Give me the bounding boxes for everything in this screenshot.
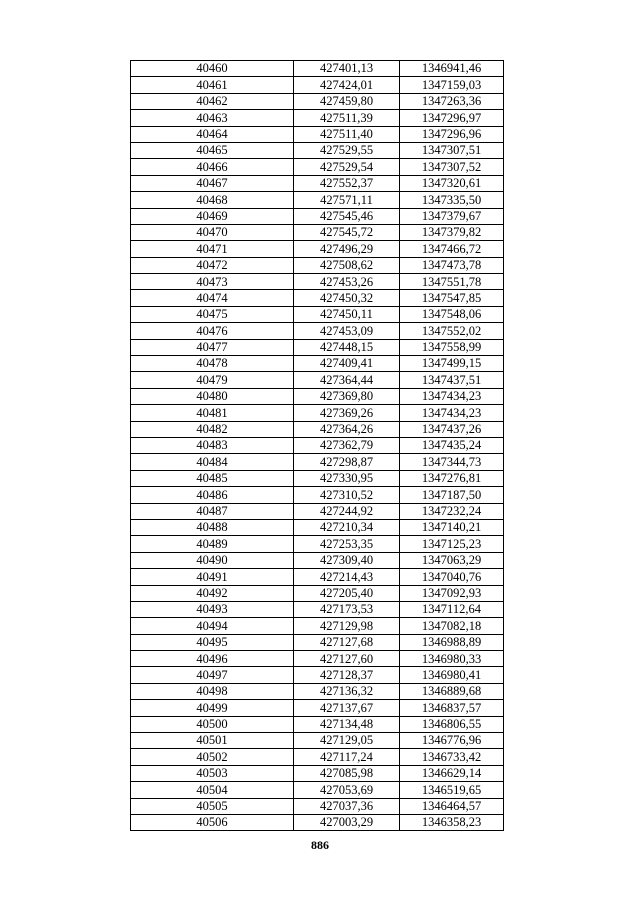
y-coordinate-cell: 1347344,73 bbox=[400, 454, 504, 470]
point-number-cell: 40475 bbox=[131, 306, 294, 322]
point-number-cell: 40466 bbox=[131, 159, 294, 175]
point-number-cell: 40468 bbox=[131, 192, 294, 208]
point-number-cell: 40462 bbox=[131, 93, 294, 109]
point-number-cell: 40491 bbox=[131, 569, 294, 585]
x-coordinate-cell: 427529,55 bbox=[294, 142, 400, 158]
x-coordinate-cell: 427134,48 bbox=[294, 716, 400, 732]
point-number-cell: 40465 bbox=[131, 142, 294, 158]
table-row bbox=[131, 175, 504, 191]
table-row bbox=[131, 110, 504, 126]
x-coordinate-cell: 427552,37 bbox=[294, 175, 400, 191]
point-number-cell: 40469 bbox=[131, 208, 294, 224]
y-coordinate-cell: 1347551,78 bbox=[400, 274, 504, 290]
x-coordinate-cell: 427364,26 bbox=[294, 421, 400, 437]
x-coordinate-cell: 427129,05 bbox=[294, 733, 400, 749]
point-number-cell: 40503 bbox=[131, 765, 294, 781]
point-number-cell: 40472 bbox=[131, 257, 294, 273]
table-row bbox=[131, 61, 504, 77]
table-row bbox=[131, 782, 504, 798]
x-coordinate-cell: 427545,72 bbox=[294, 224, 400, 240]
point-number-cell: 40501 bbox=[131, 733, 294, 749]
y-coordinate-cell: 1346806,55 bbox=[400, 716, 504, 732]
x-coordinate-cell: 427496,29 bbox=[294, 241, 400, 257]
point-number-cell: 40487 bbox=[131, 503, 294, 519]
y-coordinate-cell: 1347112,64 bbox=[400, 601, 504, 617]
x-coordinate-cell: 427310,52 bbox=[294, 487, 400, 503]
x-coordinate-cell: 427128,37 bbox=[294, 667, 400, 683]
y-coordinate-cell: 1347552,02 bbox=[400, 323, 504, 339]
table-row bbox=[131, 634, 504, 650]
table-row bbox=[131, 667, 504, 683]
table-row bbox=[131, 437, 504, 453]
x-coordinate-cell: 427448,15 bbox=[294, 339, 400, 355]
table-row bbox=[131, 306, 504, 322]
table-row bbox=[131, 142, 504, 158]
table-row bbox=[131, 585, 504, 601]
y-coordinate-cell: 1347140,21 bbox=[400, 519, 504, 535]
y-coordinate-cell: 1347263,36 bbox=[400, 93, 504, 109]
y-coordinate-cell: 1347063,29 bbox=[400, 552, 504, 568]
table-row bbox=[131, 716, 504, 732]
x-coordinate-cell: 427364,44 bbox=[294, 372, 400, 388]
y-coordinate-cell: 1347558,99 bbox=[400, 339, 504, 355]
table-row bbox=[131, 159, 504, 175]
table-row bbox=[131, 126, 504, 142]
x-coordinate-cell: 427117,24 bbox=[294, 749, 400, 765]
point-number-cell: 40482 bbox=[131, 421, 294, 437]
table-row bbox=[131, 93, 504, 109]
table-row bbox=[131, 224, 504, 240]
table-row bbox=[131, 208, 504, 224]
point-number-cell: 40471 bbox=[131, 241, 294, 257]
y-coordinate-cell: 1347092,93 bbox=[400, 585, 504, 601]
table-row bbox=[131, 192, 504, 208]
table-row bbox=[131, 274, 504, 290]
table-row bbox=[131, 323, 504, 339]
coordinates-table-body bbox=[131, 61, 504, 831]
point-number-cell: 40492 bbox=[131, 585, 294, 601]
y-coordinate-cell: 1346358,23 bbox=[400, 814, 504, 830]
point-number-cell: 40464 bbox=[131, 126, 294, 142]
x-coordinate-cell: 427037,36 bbox=[294, 798, 400, 814]
y-coordinate-cell: 1347437,26 bbox=[400, 421, 504, 437]
y-coordinate-cell: 1346776,96 bbox=[400, 733, 504, 749]
x-coordinate-cell: 427453,26 bbox=[294, 274, 400, 290]
x-coordinate-cell: 427173,53 bbox=[294, 601, 400, 617]
y-coordinate-cell: 1347434,23 bbox=[400, 405, 504, 421]
point-number-cell: 40493 bbox=[131, 601, 294, 617]
x-coordinate-cell: 427409,41 bbox=[294, 356, 400, 372]
x-coordinate-cell: 427253,35 bbox=[294, 536, 400, 552]
point-number-cell: 40495 bbox=[131, 634, 294, 650]
y-coordinate-cell: 1347082,18 bbox=[400, 618, 504, 634]
point-number-cell: 40506 bbox=[131, 814, 294, 830]
y-coordinate-cell: 1346464,57 bbox=[400, 798, 504, 814]
table-row bbox=[131, 749, 504, 765]
y-coordinate-cell: 1346889,68 bbox=[400, 683, 504, 699]
y-coordinate-cell: 1347499,15 bbox=[400, 356, 504, 372]
table-row bbox=[131, 372, 504, 388]
y-coordinate-cell: 1347307,51 bbox=[400, 142, 504, 158]
table-row bbox=[131, 700, 504, 716]
y-coordinate-cell: 1347296,97 bbox=[400, 110, 504, 126]
table-row bbox=[131, 405, 504, 421]
x-coordinate-cell: 427424,01 bbox=[294, 77, 400, 93]
x-coordinate-cell: 427210,34 bbox=[294, 519, 400, 535]
table-row bbox=[131, 421, 504, 437]
point-number-cell: 40470 bbox=[131, 224, 294, 240]
point-number-cell: 40481 bbox=[131, 405, 294, 421]
table-row bbox=[131, 618, 504, 634]
table-row bbox=[131, 257, 504, 273]
y-coordinate-cell: 1346988,89 bbox=[400, 634, 504, 650]
table-row bbox=[131, 290, 504, 306]
y-coordinate-cell: 1347437,51 bbox=[400, 372, 504, 388]
y-coordinate-cell: 1347434,23 bbox=[400, 388, 504, 404]
point-number-cell: 40479 bbox=[131, 372, 294, 388]
x-coordinate-cell: 427129,98 bbox=[294, 618, 400, 634]
x-coordinate-cell: 427362,79 bbox=[294, 437, 400, 453]
y-coordinate-cell: 1347466,72 bbox=[400, 241, 504, 257]
y-coordinate-cell: 1346941,46 bbox=[400, 61, 504, 77]
y-coordinate-cell: 1347125,23 bbox=[400, 536, 504, 552]
point-number-cell: 40494 bbox=[131, 618, 294, 634]
point-number-cell: 40496 bbox=[131, 651, 294, 667]
y-coordinate-cell: 1347335,50 bbox=[400, 192, 504, 208]
table-row bbox=[131, 552, 504, 568]
x-coordinate-cell: 427127,68 bbox=[294, 634, 400, 650]
x-coordinate-cell: 427330,95 bbox=[294, 470, 400, 486]
point-number-cell: 40484 bbox=[131, 454, 294, 470]
point-number-cell: 40498 bbox=[131, 683, 294, 699]
table-row bbox=[131, 601, 504, 617]
x-coordinate-cell: 427571,11 bbox=[294, 192, 400, 208]
y-coordinate-cell: 1347232,24 bbox=[400, 503, 504, 519]
x-coordinate-cell: 427137,67 bbox=[294, 700, 400, 716]
y-coordinate-cell: 1347040,76 bbox=[400, 569, 504, 585]
y-coordinate-cell: 1346980,41 bbox=[400, 667, 504, 683]
point-number-cell: 40467 bbox=[131, 175, 294, 191]
y-coordinate-cell: 1347547,85 bbox=[400, 290, 504, 306]
y-coordinate-cell: 1347187,50 bbox=[400, 487, 504, 503]
table-row bbox=[131, 651, 504, 667]
x-coordinate-cell: 427053,69 bbox=[294, 782, 400, 798]
x-coordinate-cell: 427309,40 bbox=[294, 552, 400, 568]
table-row bbox=[131, 339, 504, 355]
x-coordinate-cell: 427511,39 bbox=[294, 110, 400, 126]
y-coordinate-cell: 1347473,78 bbox=[400, 257, 504, 273]
y-coordinate-cell: 1347159,03 bbox=[400, 77, 504, 93]
x-coordinate-cell: 427450,11 bbox=[294, 306, 400, 322]
x-coordinate-cell: 427511,40 bbox=[294, 126, 400, 142]
point-number-cell: 40505 bbox=[131, 798, 294, 814]
table-row bbox=[131, 814, 504, 830]
x-coordinate-cell: 427298,87 bbox=[294, 454, 400, 470]
x-coordinate-cell: 427214,43 bbox=[294, 569, 400, 585]
coordinates-table bbox=[130, 60, 504, 831]
table-row bbox=[131, 798, 504, 814]
x-coordinate-cell: 427459,80 bbox=[294, 93, 400, 109]
table-row bbox=[131, 733, 504, 749]
x-coordinate-cell: 427003,29 bbox=[294, 814, 400, 830]
x-coordinate-cell: 427453,09 bbox=[294, 323, 400, 339]
y-coordinate-cell: 1346629,14 bbox=[400, 765, 504, 781]
point-number-cell: 40502 bbox=[131, 749, 294, 765]
y-coordinate-cell: 1347296,96 bbox=[400, 126, 504, 142]
y-coordinate-cell: 1347548,06 bbox=[400, 306, 504, 322]
table-row bbox=[131, 388, 504, 404]
y-coordinate-cell: 1347435,24 bbox=[400, 437, 504, 453]
table-row bbox=[131, 487, 504, 503]
table-row bbox=[131, 683, 504, 699]
x-coordinate-cell: 427127,60 bbox=[294, 651, 400, 667]
x-coordinate-cell: 427085,98 bbox=[294, 765, 400, 781]
x-coordinate-cell: 427244,92 bbox=[294, 503, 400, 519]
point-number-cell: 40499 bbox=[131, 700, 294, 716]
point-number-cell: 40477 bbox=[131, 339, 294, 355]
y-coordinate-cell: 1347307,52 bbox=[400, 159, 504, 175]
point-number-cell: 40483 bbox=[131, 437, 294, 453]
point-number-cell: 40485 bbox=[131, 470, 294, 486]
x-coordinate-cell: 427205,40 bbox=[294, 585, 400, 601]
point-number-cell: 40473 bbox=[131, 274, 294, 290]
y-coordinate-cell: 1347276,81 bbox=[400, 470, 504, 486]
point-number-cell: 40476 bbox=[131, 323, 294, 339]
table-row bbox=[131, 356, 504, 372]
y-coordinate-cell: 1346837,57 bbox=[400, 700, 504, 716]
y-coordinate-cell: 1347320,61 bbox=[400, 175, 504, 191]
y-coordinate-cell: 1346980,33 bbox=[400, 651, 504, 667]
table-row bbox=[131, 241, 504, 257]
y-coordinate-cell: 1346733,42 bbox=[400, 749, 504, 765]
point-number-cell: 40500 bbox=[131, 716, 294, 732]
table-row bbox=[131, 454, 504, 470]
point-number-cell: 40463 bbox=[131, 110, 294, 126]
point-number-cell: 40497 bbox=[131, 667, 294, 683]
point-number-cell: 40461 bbox=[131, 77, 294, 93]
x-coordinate-cell: 427401,13 bbox=[294, 61, 400, 77]
point-number-cell: 40504 bbox=[131, 782, 294, 798]
y-coordinate-cell: 1346519,65 bbox=[400, 782, 504, 798]
point-number-cell: 40480 bbox=[131, 388, 294, 404]
x-coordinate-cell: 427529,54 bbox=[294, 159, 400, 175]
point-number-cell: 40488 bbox=[131, 519, 294, 535]
table-row bbox=[131, 569, 504, 585]
table-row bbox=[131, 519, 504, 535]
table-row bbox=[131, 503, 504, 519]
point-number-cell: 40478 bbox=[131, 356, 294, 372]
point-number-cell: 40486 bbox=[131, 487, 294, 503]
x-coordinate-cell: 427136,32 bbox=[294, 683, 400, 699]
table-row bbox=[131, 765, 504, 781]
x-coordinate-cell: 427508,62 bbox=[294, 257, 400, 273]
table-row bbox=[131, 536, 504, 552]
table-row bbox=[131, 77, 504, 93]
x-coordinate-cell: 427369,80 bbox=[294, 388, 400, 404]
table-row bbox=[131, 470, 504, 486]
x-coordinate-cell: 427369,26 bbox=[294, 405, 400, 421]
y-coordinate-cell: 1347379,67 bbox=[400, 208, 504, 224]
x-coordinate-cell: 427450,32 bbox=[294, 290, 400, 306]
x-coordinate-cell: 427545,46 bbox=[294, 208, 400, 224]
point-number-cell: 40489 bbox=[131, 536, 294, 552]
point-number-cell: 40460 bbox=[131, 61, 294, 77]
page-number: 886 bbox=[311, 838, 329, 852]
point-number-cell: 40474 bbox=[131, 290, 294, 306]
y-coordinate-cell: 1347379,82 bbox=[400, 224, 504, 240]
point-number-cell: 40490 bbox=[131, 552, 294, 568]
